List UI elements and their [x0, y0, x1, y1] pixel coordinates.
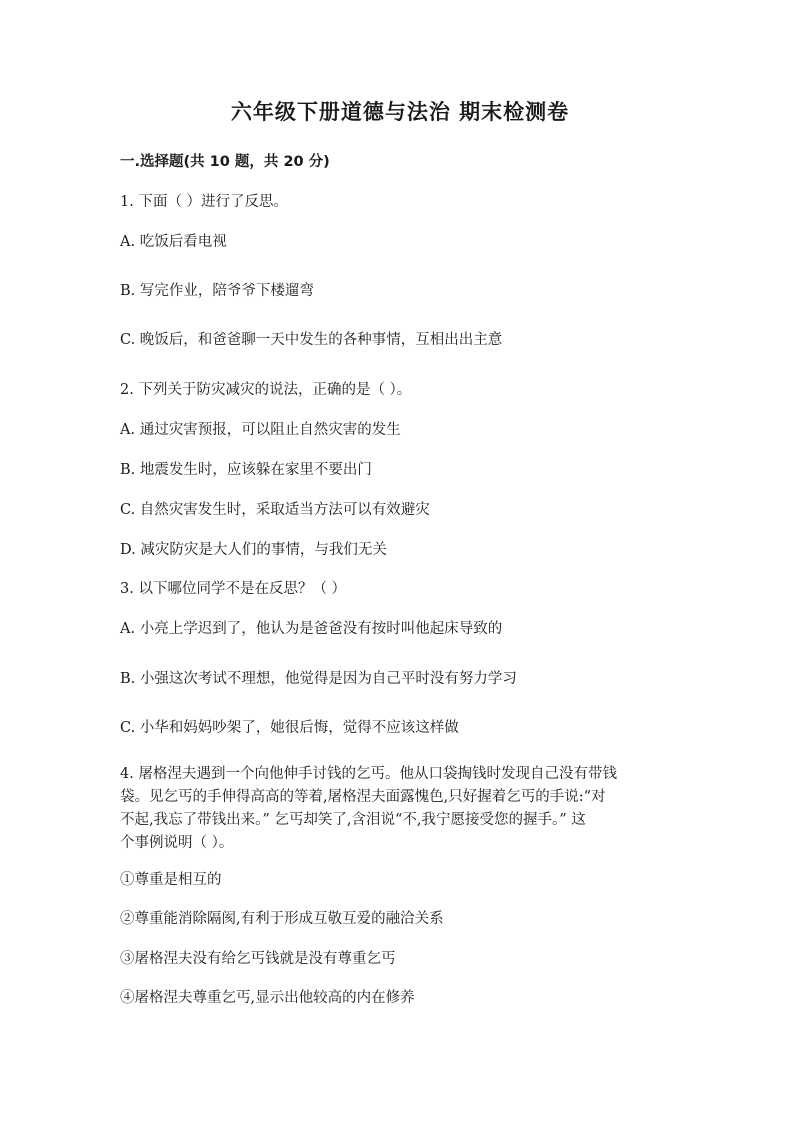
question-3-stem: 3. 以下哪位同学不是在反思？（ ） — [120, 581, 347, 597]
question-4-stem — [120, 763, 680, 855]
question-4-option-3: ③屠格涅夫没有给乞丐钱就是没有尊重乞丐 — [120, 951, 396, 967]
question-3-option-c: C. 小华和妈妈吵架了，她很后悔，觉得不应该这样做 — [120, 720, 459, 736]
question-3-option-b: B. 小强这次考试不理想，他觉得是因为自己平时没有努力学习 — [120, 671, 517, 687]
question-4-option-2: ②尊重能消除隔阂,有利于形成互敬互爱的融洽关系 — [120, 911, 444, 927]
question-4-stem-line: 个事例说明（ ）。 — [120, 835, 234, 851]
question-4-option-4: ④屠格涅夫尊重乞丐,显示出他较高的内在修养 — [120, 990, 415, 1006]
question-4-stem-line: 不起,我忘了带钱出来。” 乞丐却笑了,含泪说“不,我宁愿接受您的握手。” 这 — [120, 812, 586, 828]
question-1-option-b: B. 写完作业，陪爷爷下楼遛弯 — [120, 283, 314, 299]
question-2-option-a: A. 通过灾害预报，可以阻止自然灾害的发生 — [120, 422, 401, 438]
question-2-option-d: D. 减灾防灾是大人们的事情，与我们无关 — [120, 542, 387, 558]
section-heading: 一.选择题(共 10 题，共 20 分) — [120, 154, 330, 170]
question-2-option-c: C. 自然灾害发生时，采取适当方法可以有效避灾 — [120, 502, 430, 518]
question-2-stem: 2. 下列关于防灾减灾的说法，正确的是（ ）。 — [120, 382, 412, 398]
question-2-option-b: B. 地震发生时，应该躲在家里不要出门 — [120, 462, 372, 478]
question-4-stem-line: 4. 屠格涅夫遇到一个向他伸手讨钱的乞丐。他从口袋掏钱时发现自己没有带钱 — [120, 766, 617, 782]
question-3-option-a: A. 小亮上学迟到了，他认为是爸爸没有按时叫他起床导致的 — [120, 621, 503, 637]
question-1-option-c: C. 晚饭后，和爸爸聊一天中发生的各种事情，互相出出主意 — [120, 332, 503, 348]
page-title: 六年级下册道德与法治 期末检测卷 — [230, 100, 570, 124]
question-1-stem: 1. 下面（ ）进行了反思。 — [120, 194, 289, 210]
question-4-option-1: ①尊重是相互的 — [120, 872, 222, 888]
question-1-option-a: A. 吃饭后看电视 — [120, 234, 227, 250]
question-4-stem-line: 袋。见乞丐的手伸得高高的等着,屠格涅夫面露愧色,只好握着乞丐的手说:“对 — [120, 789, 606, 805]
